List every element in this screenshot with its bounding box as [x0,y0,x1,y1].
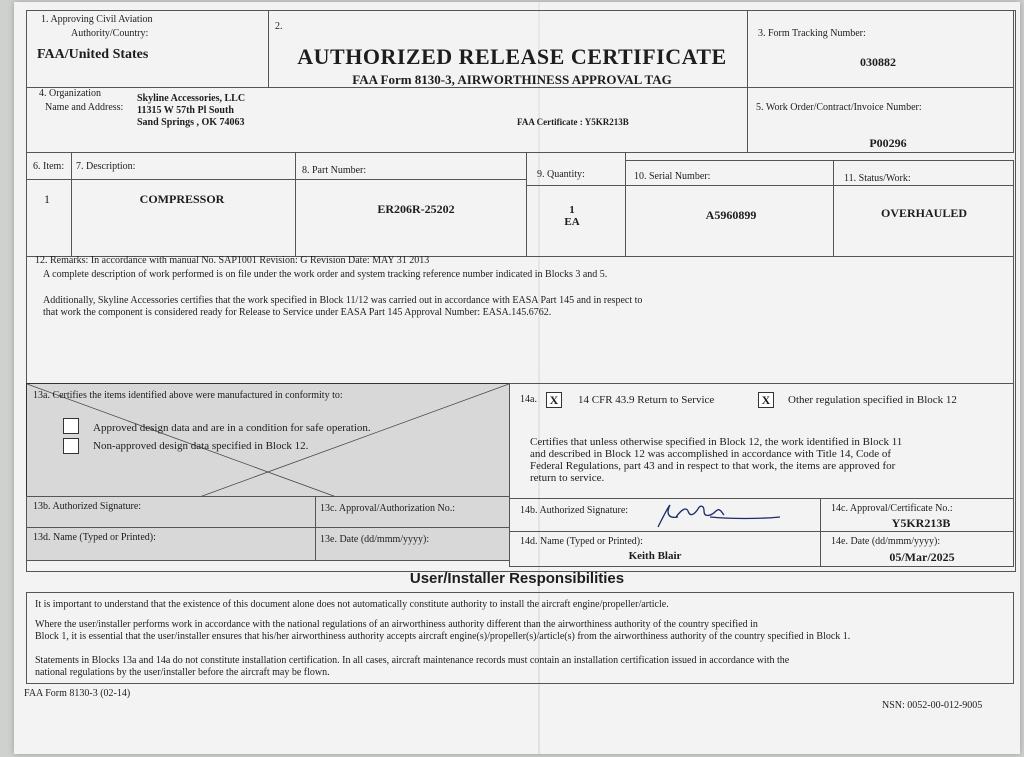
approval-certificate-number: Y5KR213B [891,516,951,530]
block13a-label: 13a. Certifies the items identified above were manufactured in conformity to: [33,390,343,401]
block-12 [26,256,1014,384]
cfr-return-to-service-checkbox[interactable]: X [546,392,562,408]
qty-header-cell [526,152,626,186]
desc-header: 7. Description: [76,161,136,172]
signer-name: Keith Blair [628,550,682,562]
responsibilities-title: User/Installer Responsibilities [409,570,625,587]
form-title: AUTHORIZED RELEASE CERTIFICATE [297,44,727,69]
block14c-label: 14c. Approval/Certificate No.: [831,503,953,514]
block-13b [26,496,316,528]
responsibilities-box [26,592,1014,684]
serial-number: A5960899 [705,208,757,222]
status-cell [833,185,1014,257]
other-regulation-checkbox[interactable]: X [758,392,774,408]
quantity: 1 [569,204,575,216]
block1-label-a: 1. Approving Civil Aviation [41,14,153,25]
block-14b [509,498,821,532]
qty-header: 9. Quantity: [537,169,585,180]
block4-label-a: 4. Organization [39,88,102,99]
status-header-cell [833,160,1014,186]
block5-label: 5. Work Order/Contract/Invoice Number: [756,102,922,113]
block3-label: 3. Form Tracking Number: [758,28,866,39]
other-regulation-label: Other regulation specified in Block 12 [788,394,957,406]
non-approved-design-label: Non-approved design data specified in Block 12. [93,440,309,452]
block13b-label: 13b. Authorized Signature: [33,501,142,512]
work-order-number: P00296 [869,136,907,150]
cert-text-2: and described in Block 12 was accomplished in accordance with Title 14, Code of [530,448,892,460]
block14e-label: 14e. Date (dd/mmm/yyyy): [831,536,941,547]
nsn-footer: NSN: 0052-00-012-9005 [882,700,983,711]
org-city: Sand Springs , OK 74063 [137,117,245,128]
approving-authority: FAA/United States [37,47,149,62]
serial-cell [625,185,834,257]
qty-cell [526,185,626,257]
block13e-label: 13e. Date (dd/mmm/yyyy): [320,534,430,545]
item-header: 6. Item: [33,161,65,172]
desc-cell [71,179,296,257]
remarks-line3: Additionally, Skyline Accessories certifies that the work specified in Block 11/12 was carried out in accordance with EASA Part 145 and in respect to [43,295,643,306]
item-description: COMPRESSOR [139,192,225,206]
item-number: 1 [44,192,50,206]
block1-label-b: Authority/Country: [71,28,149,39]
part-header: 8. Part Number: [302,165,367,176]
block-13c [315,496,510,528]
part-header-cell [295,152,527,180]
form-number-footer: FAA Form 8130-3 (02-14) [24,688,131,699]
approved-design-label: Approved design data and are in a condition for safe operation. [93,422,371,434]
status-work: OVERHAULED [880,206,967,220]
desc-header-cell [71,152,296,180]
org-street: 11315 W 57th Pl South [137,105,234,116]
block14b-label: 14b. Authorized Signature: [520,505,629,516]
block2-number: 2. [275,21,283,32]
approved-design-checkbox[interactable] [63,418,79,434]
responsibilities-p1: It is important to understand that the existence of this document alone does not automatically constitute authority to install the aircraft engine/propeller/article. [35,599,669,610]
part-cell [295,179,527,257]
block-5 [747,87,1014,153]
form-tracking-number: 030882 [860,55,896,69]
block-14e [820,531,1014,567]
serial-header: 10. Serial Number: [634,171,711,182]
remarks-line1: 12. Remarks: In accordance with manual No. SAP1001 Revision: G Revision Date: MAY 31 2013 [35,255,430,266]
authorized-signature [650,501,790,531]
form-subtitle: FAA Form 8130-3, AIRWORTHINESS APPROVAL TAG [352,72,672,87]
block-14c [820,498,1014,532]
block-1 [26,10,269,88]
block-13e [315,527,510,561]
remarks-line4: that work the component is considered ready for Release to Service under EASA Part 145 Approval Number: EASA.145.6762. [43,307,552,318]
status-header: 11. Status/Work: [844,173,911,184]
responsibilities-p3b: national regulations by the user/installer before the aircraft may be flown. [35,667,330,678]
block13c-label: 13c. Approval/Authorization No.: [320,503,455,514]
block13d-label: 13d. Name (Typed or Printed): [33,532,156,543]
cert-text-3: Federal Regulations, part 43 and in respect to that work, the items are approved for [530,460,896,472]
cert-text-1: Certifies that unless otherwise specified in Block 12, the work identified in Block 11 [530,436,903,448]
block-4 [26,87,748,153]
part-number: ER206R-25202 [377,202,455,216]
block4-label-b: Name and Address: [45,102,124,113]
faa-certificate: FAA Certificate : Y5KR213B [517,117,629,127]
serial-header-cell [625,160,834,186]
certificate-page [14,2,1020,754]
remarks-line2: A complete description of work performed is on file under the work order and system tracking reference number indicated in Blocks 3 and 5. [43,269,608,280]
responsibilities-p2a: Where the user/installer performs work in accordance with the national regulations of an airworthiness authority different than the airworthiness authority of the country specified in [35,619,758,630]
quantity-unit: EA [564,216,580,228]
block-14d [509,531,821,567]
responsibilities-p3a: Statements in Blocks 13a and 14a do not constitute installation certification. In all cases, aircraft maintenance records must contain an installation certification issued in accordance with the [35,655,790,666]
block14d-label: 14d. Name (Typed or Printed): [520,536,643,547]
item-header-cell [26,152,72,180]
item-cell [26,179,72,257]
block-3 [747,10,1014,88]
responsibilities-p2b: Block 1, it is essential that the user/installer ensures that his/her airworthiness authority accepts aircraft engine(s)/propeller(s)/article(s) from the airworthiness authority of the country specified in Block 1. [35,631,851,642]
block-14a [509,383,1014,499]
cfr-return-to-service-label: 14 CFR 43.9 Return to Service [578,394,715,406]
release-date: 05/Mar/2025 [889,550,955,564]
non-approved-design-checkbox[interactable] [63,438,79,454]
block14a-label: 14a. [520,394,537,405]
cert-text-4: return to service. [530,472,605,484]
org-name: Skyline Accessories, LLC [137,93,246,104]
block-13d [26,527,316,561]
